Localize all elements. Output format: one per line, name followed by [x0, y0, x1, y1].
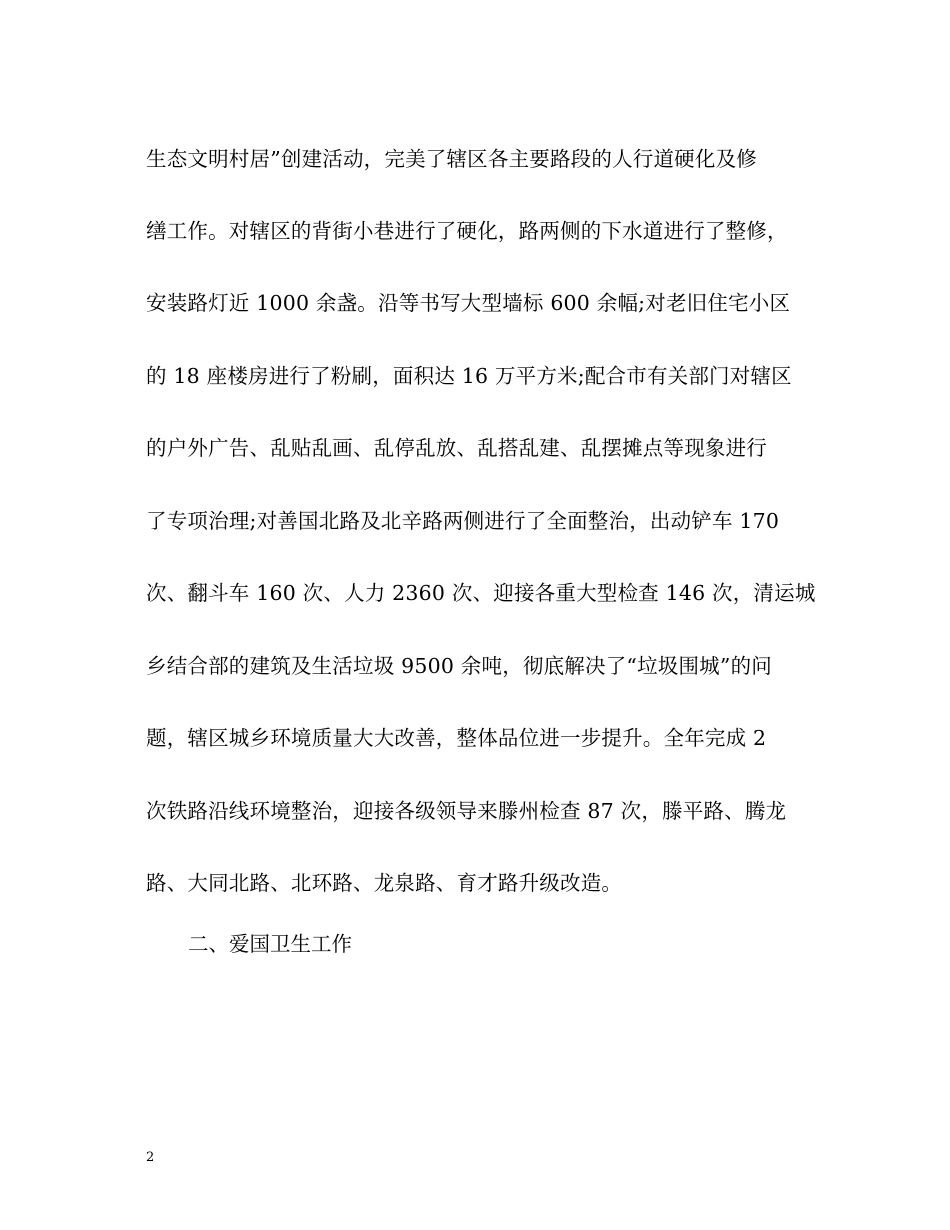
paragraph-line: 的 18 座楼房进行了粉刷，面积达 16 万平方米;配合市有关部门对辖区: [146, 364, 792, 388]
paragraph-line: 了专项治理;对善国北路及北辛路两侧进行了全面整治，出动铲车 170: [146, 509, 780, 533]
paragraph-line: 的户外广告、乱贴乱画、乱停乱放、乱搭乱建、乱摆摊点等现象进行: [146, 436, 767, 460]
page-number: 2: [146, 1150, 155, 1165]
paragraph-line: 安装路灯近 1000 余盏。沿等书写大型墙标 600 余幅;对老旧住宅小区: [146, 291, 791, 315]
paragraph-line: 次铁路沿线环境整治，迎接各级领导来滕州检查 87 次，滕平路、腾龙: [146, 799, 787, 823]
paragraph-line: 路、大同北路、北环路、龙泉路、育才路升级改造。: [146, 871, 623, 895]
paragraph-line: 题，辖区城乡环境质量大大改善，整体品位进一步提升。全年完成 2: [146, 726, 767, 750]
section-heading: 二、爱国卫生工作: [188, 932, 352, 956]
paragraph-line: 次、翻斗车 160 次、人力 2360 次、迎接各重大型检查 146 次，清运城: [146, 581, 816, 605]
paragraph-line: 乡结合部的建筑及生活垃圾 9500 余吨，彻底解决了“垃圾围城”的问: [146, 654, 772, 678]
paragraph-line: 生态文明村居”创建活动，完美了辖区各主要路段的人行道硬化及修: [146, 147, 757, 171]
paragraph-line: 缮工作。对辖区的背街小巷进行了硬化，路两侧的下水道进行了整修，: [146, 219, 788, 243]
